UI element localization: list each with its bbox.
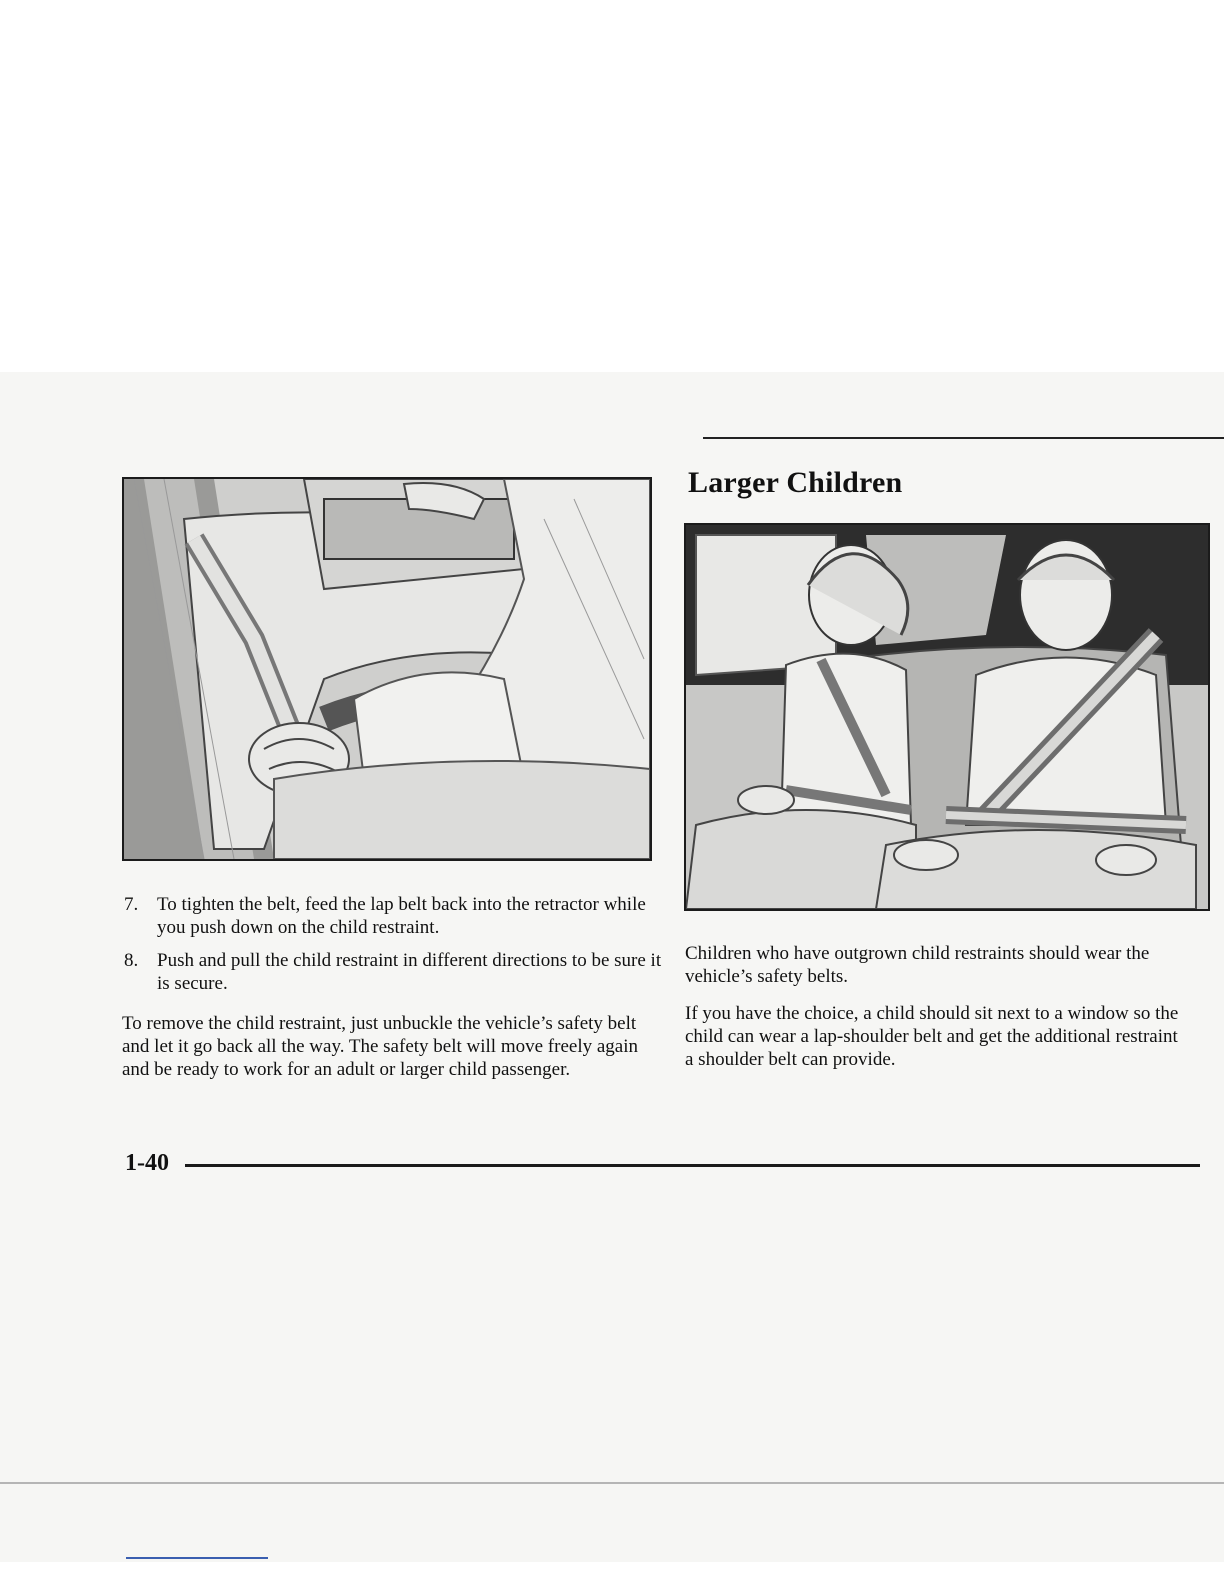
step-number: 8. bbox=[124, 950, 139, 971]
child-restraint-illustration bbox=[122, 477, 652, 861]
instruction-steps bbox=[122, 893, 662, 1005]
window-seat-paragraph: If you have the choice, a child should sit next to a window so the child can wear a lap-shoulder belt and get the additional restraint a shoulder belt can provide. bbox=[685, 1003, 1179, 1070]
bottom-rule bbox=[126, 1557, 268, 1559]
page-number: 1-40 bbox=[125, 1150, 169, 1176]
section-rule bbox=[703, 437, 1224, 439]
outgrown-restraints-paragraph: Children who have outgrown child restraints should wear the vehicle’s safety belts. bbox=[685, 943, 1150, 987]
band-bottom-rule bbox=[0, 1482, 1224, 1484]
step-text: Push and pull the child restraint in different directions to be sure it is secure. bbox=[157, 950, 662, 994]
step-number: 7. bbox=[124, 894, 139, 915]
remove-restraint-paragraph: To remove the child restraint, just unbuckle the vehicle’s safety belt and let it go back all the way. The safety belt will move freely again and be ready to work for an adult or larger child passenger. bbox=[122, 1013, 638, 1080]
step-item bbox=[122, 893, 662, 939]
section-heading: Larger Children bbox=[688, 466, 903, 499]
step-item bbox=[122, 949, 662, 995]
step-text: To tighten the belt, feed the lap belt back into the retractor while you push down on the child restraint. bbox=[157, 894, 646, 938]
larger-children-illustration bbox=[684, 523, 1210, 911]
footer-rule bbox=[185, 1164, 1200, 1167]
